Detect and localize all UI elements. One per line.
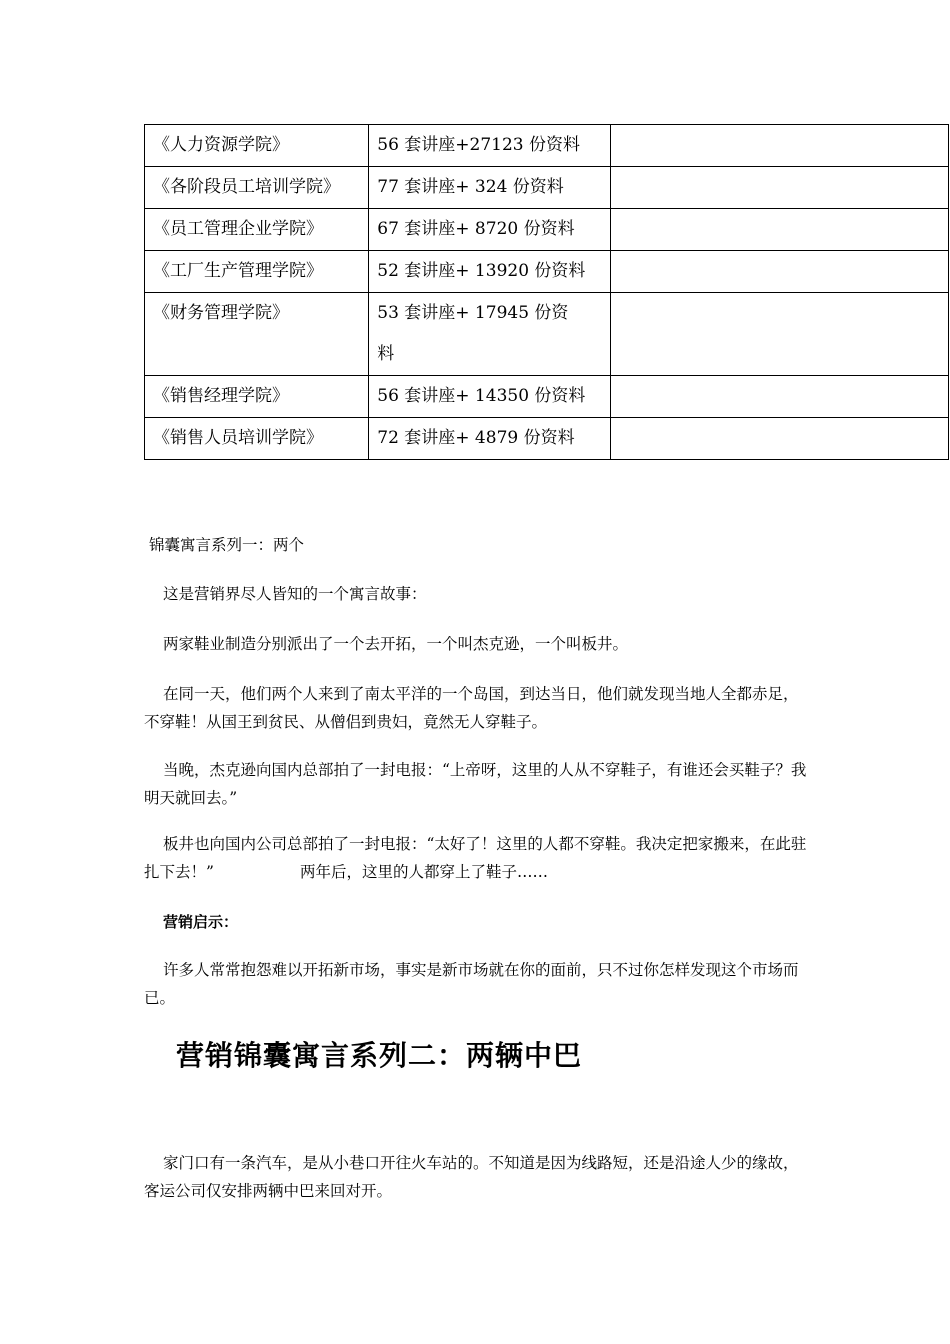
course-name: 《财务管理学院》 xyxy=(145,293,369,376)
course-content: 67 套讲座+ 8720 份资料 xyxy=(369,209,611,251)
story1-paragraph: 两家鞋业制造分别派出了一个去开拓，一个叫杰克逊，一个叫板井。 xyxy=(163,635,629,653)
story1-telegram: 板井也向国内公司总部拍了一封电报：“太好了！这里的人都不穿鞋。我决定把家搬来，在此驻扎下去！” xyxy=(144,835,807,881)
story1-paragraph xyxy=(144,830,812,886)
course-content: 52 套讲座+ 13920 份资料 xyxy=(369,251,611,293)
table-row xyxy=(145,209,949,251)
table-row xyxy=(145,251,949,293)
table-row xyxy=(145,167,949,209)
story1-paragraph: 当晚，杰克逊向国内总部拍了一封电报：“上帝呀，这里的人从不穿鞋子，有谁还会买鞋子？我明天就回去。” xyxy=(144,761,807,807)
course-name: 《销售经理学院》 xyxy=(145,376,369,418)
story2-paragraph: 家门口有一条汽车，是从小巷口开往火车站的。不知道是因为线路短，还是沿途人少的缘故，客运公司仅安排两辆中巴来回对开。 xyxy=(144,1154,799,1200)
course-note xyxy=(611,209,949,251)
course-name: 《人力资源学院》 xyxy=(145,125,369,167)
table-row xyxy=(145,293,949,376)
table-row xyxy=(145,418,949,460)
course-note xyxy=(611,293,949,376)
course-note xyxy=(611,376,949,418)
course-content: 56 套讲座+27123 份资料 xyxy=(369,125,611,167)
course-name: 《员工管理企业学院》 xyxy=(145,209,369,251)
course-note xyxy=(611,251,949,293)
course-note xyxy=(611,125,949,167)
course-note xyxy=(611,418,949,460)
story1-intro: 这是营销界尽人皆知的一个寓言故事： xyxy=(163,585,427,603)
story1-title: 锦囊寓言系列一：两个 xyxy=(149,536,305,554)
course-table xyxy=(144,124,949,460)
course-content: 53 套讲座+ 17945 份资料 xyxy=(369,293,611,376)
story1-paragraph: 在同一天，他们两个人来到了南太平洋的一个岛国，到达当日，他们就发现当地人全都赤足，不穿鞋！从国王到贫民、从僧侣到贵妇，竟然无人穿鞋子。 xyxy=(144,685,799,731)
course-note xyxy=(611,167,949,209)
story2-title: 营销锦囊寓言系列二：两辆中巴 xyxy=(176,1039,583,1072)
course-content: 77 套讲座+ 324 份资料 xyxy=(369,167,611,209)
course-name: 《工厂生产管理学院》 xyxy=(145,251,369,293)
insight-text: 许多人常常抱怨难以开拓新市场，事实是新市场就在你的面前，只不过你怎样发现这个市场而已。 xyxy=(144,961,799,1007)
course-content: 56 套讲座+ 14350 份资料 xyxy=(369,376,611,418)
course-name: 《各阶段员工培训学院》 xyxy=(145,167,369,209)
story1-ending: 两年后，这里的人都穿上了鞋子…… xyxy=(299,863,548,881)
table-row xyxy=(145,376,949,418)
course-name: 《销售人员培训学院》 xyxy=(145,418,369,460)
table-row xyxy=(145,125,949,167)
course-content: 72 套讲座+ 4879 份资料 xyxy=(369,418,611,460)
insight-label: 营销启示： xyxy=(163,913,239,931)
